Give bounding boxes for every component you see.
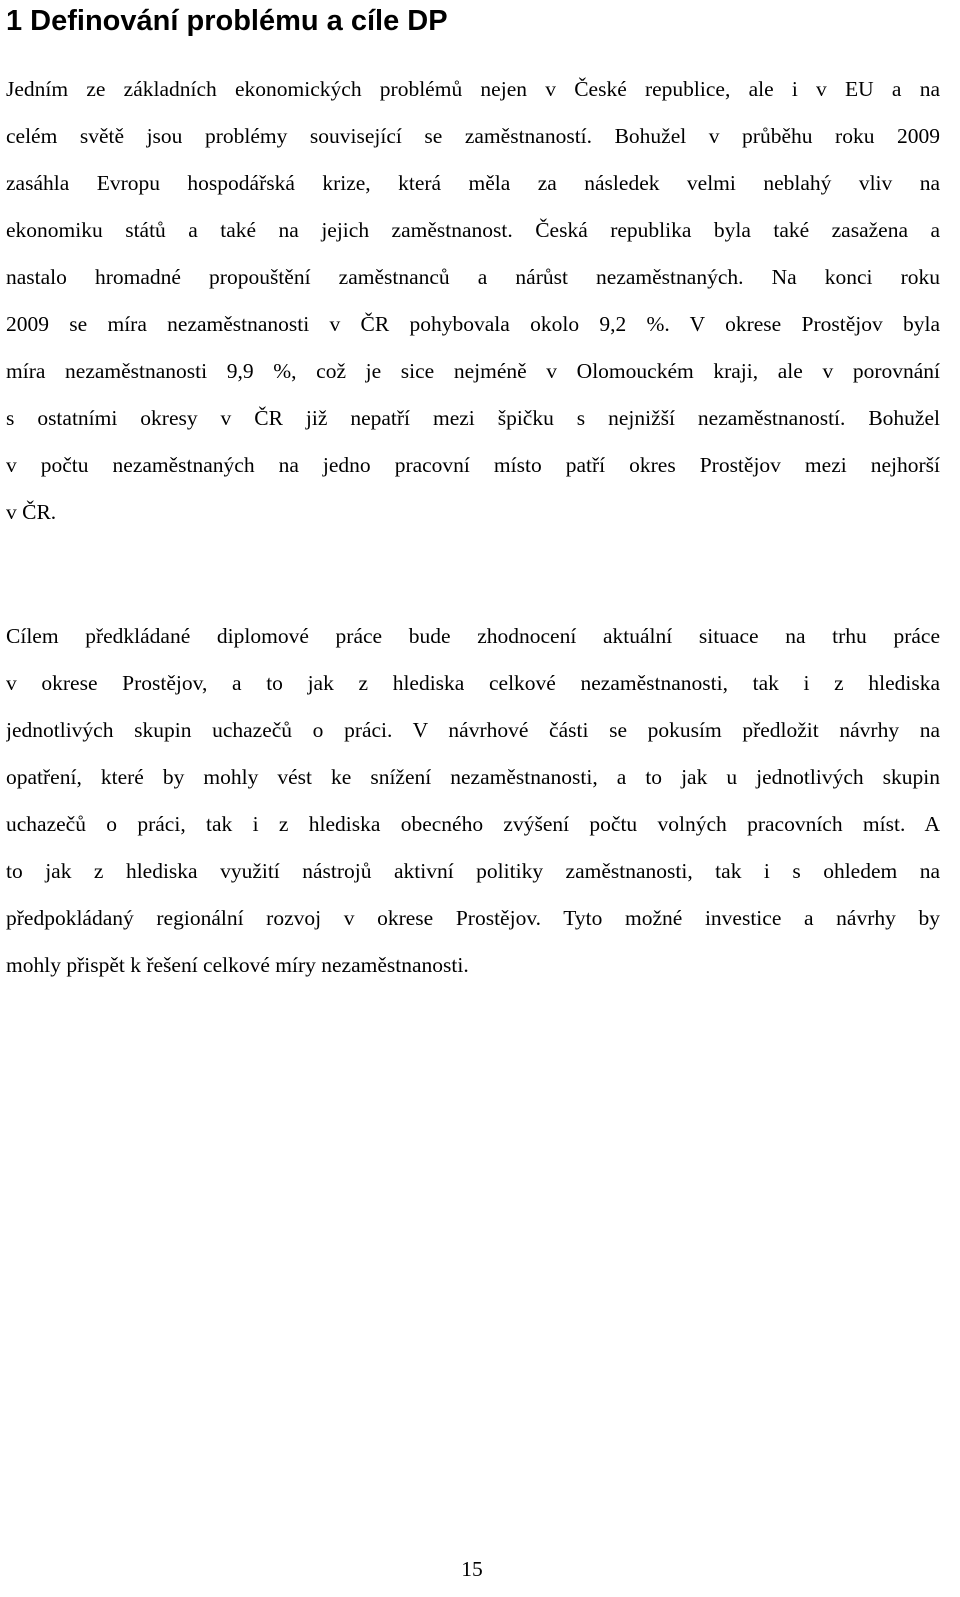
paragraph-line: Cílem předkládané diplomové práce bude zhodnocení aktuální situace na trhu práce (6, 624, 940, 648)
section-heading: 1 Definování problému a cíle DP (6, 5, 448, 37)
paragraph-line: v počtu nezaměstnaných na jedno pracovní místo patří okres Prostějov mezi nejhorší (6, 453, 940, 477)
paragraph-line: celém světě jsou problémy související se zaměstnaností. Bohužel v průběhu roku 2009 (6, 124, 940, 148)
paragraph-line: předpokládaný regionální rozvoj v okrese Prostějov. Tyto možné investice a návrhy by (6, 906, 940, 930)
paragraph-line: v ČR. (6, 500, 57, 524)
paragraph-line: opatření, které by mohly vést ke snížení nezaměstnanosti, a to jak u jednotlivých skupin (6, 765, 940, 789)
paragraph-line: zasáhla Evropu hospodářská krize, která měla za následek velmi neblahý vliv na (6, 171, 940, 195)
paragraph-line: s ostatními okresy v ČR již nepatří mezi špičku s nejnižší nezaměstnaností. Bohužel (6, 406, 940, 430)
paragraph-line: jednotlivých skupin uchazečů o práci. V návrhové části se pokusím předložit návrhy na (6, 718, 940, 742)
paragraph-problem-description (6, 66, 940, 536)
paragraph-line: Jedním ze základních ekonomických problémů nejen v České republice, ale i v EU a na (6, 77, 940, 101)
paragraph-line: uchazečů o práci, tak i z hlediska obecného zvýšení počtu volných pracovních míst. A (6, 812, 940, 836)
page-number: 15 (461, 1557, 483, 1581)
paragraph-line: ekonomiku států a také na jejich zaměstnanost. Česká republika byla také zasažena a (6, 218, 940, 242)
paragraph-line: míra nezaměstnanosti 9,9 %, což je sice nejméně v Olomouckém kraji, ale v porovnání (6, 359, 940, 383)
paragraph-line: to jak z hlediska využití nástrojů aktivní politiky zaměstnanosti, tak i s ohledem na (6, 859, 940, 883)
paragraph-line: 2009 se míra nezaměstnanosti v ČR pohybovala okolo 9,2 %. V okrese Prostějov byla (6, 312, 940, 336)
paragraph-line: nastalo hromadné propouštění zaměstnanců a nárůst nezaměstnaných. Na konci roku (6, 265, 940, 289)
paragraph-line: v okrese Prostějov, a to jak z hlediska celkové nezaměstnanosti, tak i z hlediska (6, 671, 940, 695)
paragraph-thesis-goal (6, 613, 940, 989)
paragraph-line: mohly přispět k řešení celkové míry nezaměstnanosti. (6, 953, 469, 977)
